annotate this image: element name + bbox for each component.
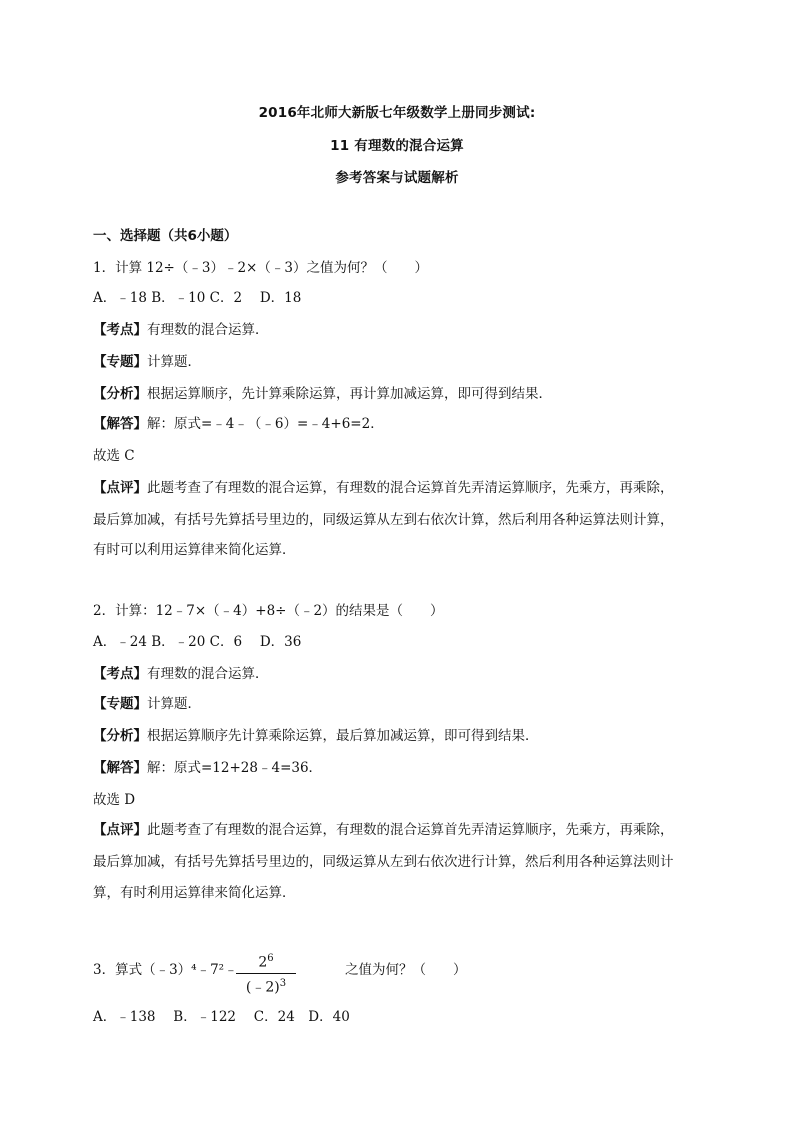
q2-kaodian (93, 664, 713, 684)
q1-zhuanti-label: 【专题】 (93, 354, 147, 370)
q3-den-base: (﹣2) (245, 979, 280, 996)
q3-fraction-bar (236, 973, 296, 974)
title-line-2: 11 有理数的混合运算 (330, 138, 464, 154)
q1-dianping (93, 478, 713, 498)
q2-dianping-line-2: 最后算加减，有括号先算括号里边的，同级运算从左到右依次进行计算，然后利用各种运算法则计 (93, 854, 674, 870)
q1-kaodian-text: 有理数的混合运算． (147, 322, 269, 338)
q1-fenxi (93, 384, 713, 404)
q1-dianping-line-3: 有时可以利用运算律来简化运算． (93, 542, 296, 558)
q1-jieda-label: 【解答】 (93, 416, 147, 432)
q1-dianping-line-2: 最后算加减，有括号先算括号里边的，同级运算从左到右依次计算，然后利用各种运算法则计算， (93, 512, 674, 528)
q2-dianping (93, 820, 713, 840)
q3-num-exp: 6 (267, 953, 274, 964)
q2-fenxi (93, 726, 713, 746)
q2-options: A．﹣24 B．﹣20 C．6 D．36 (93, 634, 302, 650)
q1-dianping-text-1: 此题考查了有理数的混合运算，有理数的混合运算首先弄清运算顺序，先乘方，再乘除， (147, 480, 674, 496)
q2-kaodian-label: 【考点】 (93, 666, 147, 682)
q2-stem: 2．计算：12﹣7×（﹣4）+8÷（﹣2）的结果是（ ） (93, 603, 444, 619)
q2-dianping-line-3: 算，有时利用运算律来简化运算． (93, 885, 296, 901)
q2-zhuanti-text: 计算题． (147, 696, 201, 712)
q3-num-base: 2 (258, 954, 268, 971)
q1-fenxi-label: 【分析】 (93, 386, 147, 402)
q1-answer: 故选 C (93, 448, 135, 464)
section-heading: 一、选择题（共6小题） (93, 228, 238, 244)
q1-dianping-label: 【点评】 (93, 480, 147, 496)
q2-jieda-text: 解：原式=12+28﹣4=36． (147, 760, 323, 776)
q3-stem-prefix: 3．算式（﹣3）⁴﹣7²﹣ (93, 962, 238, 978)
q1-zhuanti (93, 352, 713, 372)
q1-jieda (93, 414, 713, 434)
q1-fenxi-text: 根据运算顺序，先计算乘除运算，再计算加减运算，即可得到结果． (147, 386, 552, 402)
q2-dianping-label: 【点评】 (93, 822, 147, 838)
q2-fenxi-text: 根据运算顺序先计算乘除运算，最后算加减运算，即可得到结果． (147, 728, 539, 744)
q1-jieda-text: 解：原式=﹣4﹣（﹣6）=﹣4+6=2． (147, 416, 384, 432)
q2-jieda-label: 【解答】 (93, 760, 147, 776)
title-line-3: 参考答案与试题解析 (335, 170, 459, 186)
title-line-1: 2016年北师大新版七年级数学上册同步测试: (258, 105, 536, 121)
q3-options: A．﹣138 B．﹣122 C．24 D．40 (93, 1009, 350, 1025)
q2-answer: 故选 D (93, 792, 136, 808)
q1-zhuanti-text: 计算题． (147, 354, 201, 370)
q1-options: A．﹣18 B．﹣10 C．2 D．18 (93, 290, 302, 306)
q2-fenxi-label: 【分析】 (93, 728, 147, 744)
q3-fraction-denominator (236, 975, 296, 997)
q1-stem: 1．计算 12÷（﹣3）﹣2×（﹣3）之值为何？（ ） (93, 260, 428, 276)
q2-kaodian-text: 有理数的混合运算． (147, 666, 269, 682)
q3-den-exp: 3 (279, 977, 287, 989)
q2-zhuanti-label: 【专题】 (93, 696, 147, 712)
q1-kaodian (93, 320, 713, 340)
q2-zhuanti (93, 694, 713, 714)
q2-dianping-text-1: 此题考查了有理数的混合运算，有理数的混合运算首先弄清运算顺序，先乘方，再乘除， (147, 822, 674, 838)
q1-kaodian-label: 【考点】 (93, 322, 147, 338)
q2-jieda (93, 758, 713, 778)
q3-fraction-numerator (236, 950, 296, 972)
q3-fraction (236, 950, 296, 996)
q3-stem-suffix: 之值为何？（ ） (345, 962, 467, 978)
